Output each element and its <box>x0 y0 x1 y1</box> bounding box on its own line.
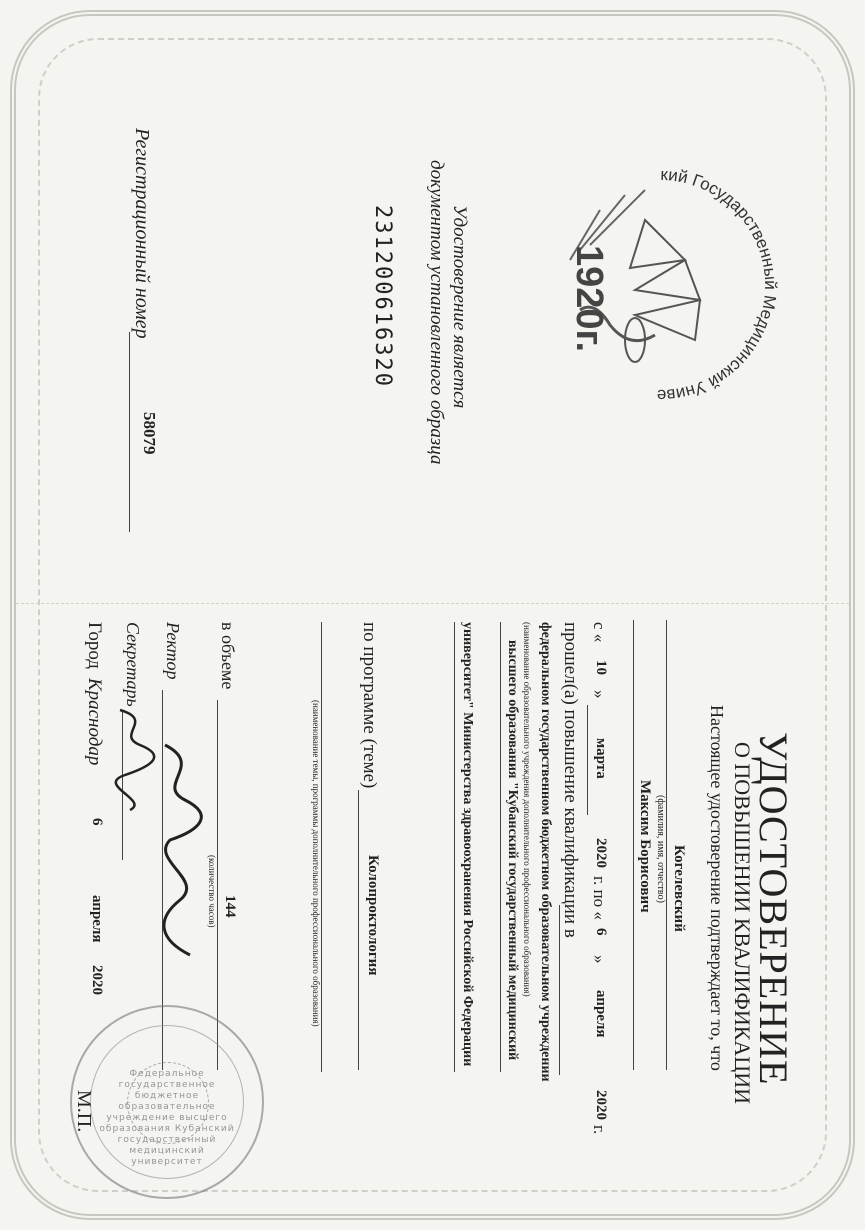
institution-line-2: высшего образования "Кубанский государственный медицинский <box>505 640 520 1061</box>
registration-line <box>129 332 130 532</box>
issue-year: 2020 <box>89 965 105 995</box>
serial-number: 231200616320 <box>370 205 395 388</box>
intro-text: Настоящее удостоверение подтверждает то, что <box>707 705 727 1071</box>
emblem <box>525 145 810 420</box>
passed-text: прошел(а) повышение квалификации в <box>560 622 581 938</box>
volume-label: в объеме <box>218 622 238 690</box>
institution-line-3: университет" Министерства здравоохранения Российской Федерации <box>460 622 475 1067</box>
official-seal <box>70 1005 264 1199</box>
passed-line <box>559 905 560 1075</box>
from-month: марта <box>593 738 609 779</box>
issue-day: 6 <box>89 818 105 826</box>
to-day: 6 <box>593 928 609 936</box>
seal-text: Федеральное государственное бюджетное образовательное учреждение высшего образования Кубанский государственный медицинский университет <box>99 1069 235 1167</box>
institution-line-1: федеральном государственном бюджетном образовательном учреждении <box>538 622 553 1082</box>
registration-number: 58079 <box>140 412 159 455</box>
institution-line-2-rule <box>500 622 501 1072</box>
city-label: Город <box>84 622 105 669</box>
volume-caption: (количество часов) <box>207 855 217 928</box>
program-line <box>358 790 359 1070</box>
given-names-line <box>633 620 634 1070</box>
emblem-arc-text: Кубанский Государственный Медицинский Университет <box>656 145 810 406</box>
name-caption: (фамилия, имя, отчество) <box>655 795 666 903</box>
to-month: апреля <box>593 990 609 1038</box>
from-year: 2020 <box>593 838 609 868</box>
emblem-graphic <box>525 145 810 420</box>
program-line-2 <box>321 622 322 1072</box>
name-line <box>666 620 667 1070</box>
registration-label: Регистрационный номер <box>131 128 153 339</box>
seal-emblem-icon <box>127 1062 209 1144</box>
emblem-year: 1920г. <box>568 245 610 353</box>
from-prefix: с « <box>590 622 609 643</box>
issue-month: апреля <box>89 895 105 943</box>
certificate-subtitle: О ПОВЫШЕНИИ КВАЛИФИКАЦИИ <box>730 742 755 1104</box>
certificate-title: УДОСТОВЕРЕНИЕ <box>751 732 796 1086</box>
program-label: по программе (теме) <box>359 622 380 789</box>
program-caption: (наименование темы, программы дополнительного профессионального образования) <box>311 700 321 1027</box>
to-close: » <box>590 955 609 964</box>
from-close: » <box>590 690 609 699</box>
to-prefix: г. по « <box>590 876 609 920</box>
mp-label: М.П. <box>73 1090 95 1133</box>
validity-line-1: Удостоверение является <box>449 205 470 409</box>
rector-label: Ректор <box>163 622 183 680</box>
year-suffix: г. <box>590 1125 609 1135</box>
secretary-signature <box>110 705 160 815</box>
from-day: 10 <box>593 660 609 675</box>
institution-caption: (наименование образовательного учреждения дополнительного профессионального образования) <box>522 622 532 997</box>
volume-line <box>217 700 218 1070</box>
given-names: Максим Борисович <box>637 780 653 913</box>
volume-hours: 144 <box>222 895 238 918</box>
surname: Когелевский <box>671 845 687 932</box>
city-name: Краснодар <box>84 678 105 766</box>
program-name: Колопроктология <box>365 855 381 976</box>
to-year: 2020 <box>593 1090 609 1120</box>
validity-line-2: документом установленного образца <box>426 160 447 465</box>
secretary-label: Секретарь <box>123 622 143 707</box>
from-month-line <box>587 705 588 815</box>
institution-line-3-rule <box>454 622 455 1072</box>
